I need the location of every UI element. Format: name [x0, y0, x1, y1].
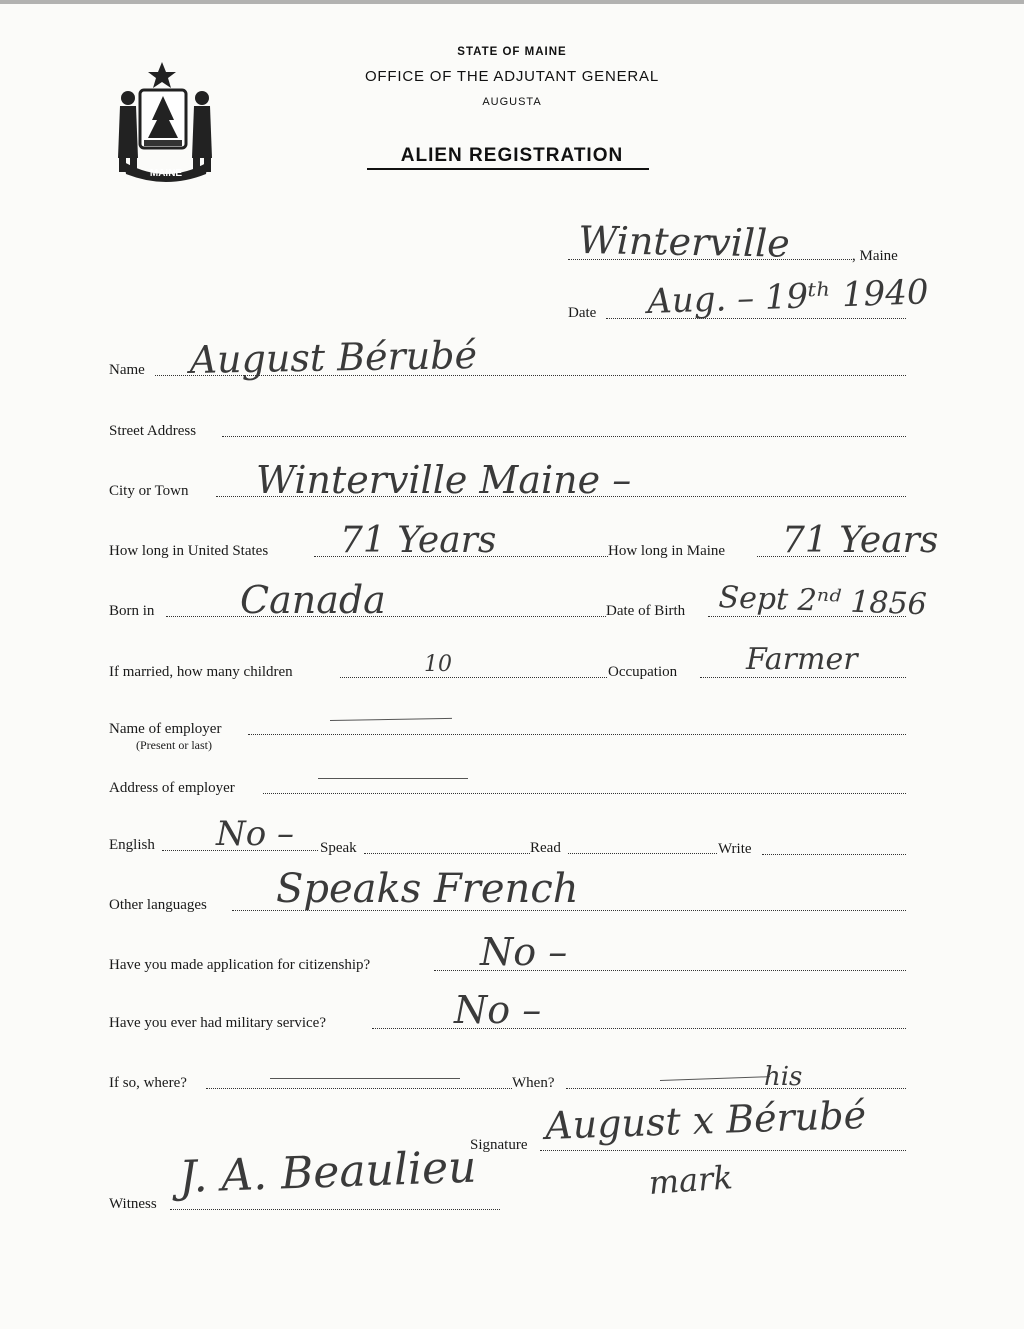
- maine-label: , Maine: [852, 248, 898, 264]
- scan-edge: [0, 0, 1024, 4]
- date-of-birth-label: Date of Birth: [606, 603, 686, 619]
- name-value: August Bérubé: [189, 332, 478, 382]
- read-label: Read: [530, 840, 561, 856]
- date-of-birth-value: Sept 2ⁿᵈ 1856: [718, 580, 928, 623]
- citizenship-value: No –: [480, 930, 568, 974]
- occupation-line: [700, 677, 906, 678]
- other-languages-label: Other languages: [109, 897, 207, 913]
- children-value: 10: [424, 652, 452, 677]
- signature-his: his: [764, 1062, 803, 1092]
- witness-line: [170, 1209, 500, 1210]
- town-value: Wintervill​e: [578, 218, 791, 266]
- military-line: [372, 1028, 906, 1029]
- form-title: ALIEN REGISTRATION: [400, 145, 624, 166]
- military-label: Have you ever had military service?: [109, 1015, 326, 1031]
- occupation-label: Occupation: [608, 664, 678, 680]
- write-line: [762, 854, 906, 855]
- signature-line: [540, 1150, 906, 1151]
- date-label: Date: [568, 305, 597, 321]
- when-label: When?: [512, 1075, 555, 1091]
- born-in-value: Canada: [240, 578, 386, 622]
- office-heading: OFFICE OF THE ADJUTANT GENERAL: [364, 68, 660, 85]
- occupation-value: Farmer: [746, 642, 858, 677]
- signature-value: August x Bérubé: [544, 1092, 867, 1148]
- where-label: If so, where?: [109, 1075, 187, 1091]
- employer-name-dash: [330, 718, 452, 721]
- title-underline: [367, 168, 649, 170]
- other-languages-value: Speaks French: [276, 866, 579, 912]
- signature-label: Signature: [470, 1137, 528, 1153]
- city-heading: AUGUSTA: [482, 96, 542, 108]
- where-dash: [270, 1078, 460, 1079]
- svg-text:MAINE: MAINE: [149, 168, 183, 179]
- when-line: [566, 1088, 906, 1089]
- english-value: No –: [216, 814, 295, 854]
- signature-mark: mark: [647, 1158, 734, 1202]
- read-line: [568, 853, 717, 854]
- write-label: Write: [718, 841, 752, 857]
- employer-address-label: Address of employer: [109, 780, 235, 796]
- city-value: Winterville Maine –: [256, 458, 632, 502]
- children-label: If married, how many children: [109, 664, 293, 680]
- citizenship-label: Have you made application for citizenship?: [109, 957, 371, 973]
- children-line: [340, 677, 607, 678]
- employer-name-label: Name of employer: [109, 721, 222, 737]
- speak-line: [364, 853, 530, 854]
- when-dash: [660, 1076, 770, 1081]
- how-long-maine-label: How long in Maine: [608, 543, 726, 559]
- how-long-us-value: 71 Years: [340, 520, 497, 561]
- witness-label: Witness: [109, 1196, 157, 1212]
- where-line: [206, 1088, 512, 1089]
- employer-address-line: [263, 793, 906, 794]
- how-long-us-label: How long in United States: [109, 543, 269, 559]
- city-label: City or Town: [109, 483, 189, 499]
- employer-note-label: (Present or last): [136, 738, 212, 752]
- born-in-label: Born in: [109, 603, 155, 619]
- employer-address-dash: [318, 778, 468, 779]
- street-label: Street Address: [109, 423, 197, 439]
- born-in-line: [166, 616, 606, 617]
- employer-name-line: [248, 734, 906, 735]
- english-label: English: [109, 837, 155, 853]
- name-label: Name: [109, 362, 145, 378]
- how-long-maine-value: 71 Years: [782, 520, 939, 561]
- street-line: [222, 436, 906, 437]
- date-value: Aug. – 19ᵗʰ 1940: [646, 272, 930, 322]
- military-value: No –: [454, 988, 542, 1032]
- state-heading: STATE OF MAINE: [457, 46, 567, 58]
- speak-label: Speak: [320, 840, 357, 856]
- witness-value: J. A. Beaulieu: [178, 1141, 478, 1203]
